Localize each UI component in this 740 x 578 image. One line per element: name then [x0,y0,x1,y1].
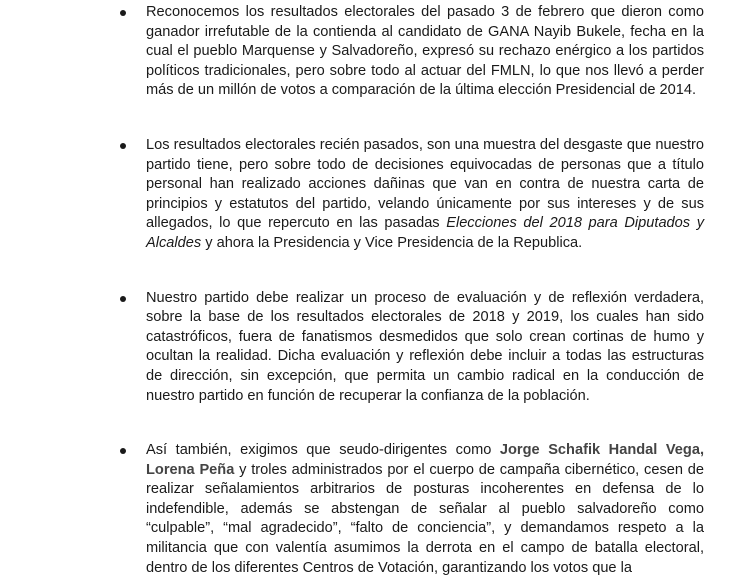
bullet-list [0,3,740,578]
bullet-paragraph-3 [0,289,740,407]
bullet-icon [120,143,126,149]
bullet-icon [120,448,126,454]
paragraph-2-text: Los resultados electorales recién pasados, son una muestra del desgaste que nuestro partido tiene, pero sobre todo de decisiones equivocadas de personas que a título personal han realizado acciones dañinas que van en contra de nuestra carta de principios y estatutos del partido, velando únicamente por sus intereses y de sus allegados, lo que repercuto en las pasadas [146,136,704,232]
bullet-icon [120,10,126,16]
paragraph-2-italic-text: Elecciones del 2018 para Diputados y Alcaldes [146,215,704,251]
paragraph-3-text: Nuestro partido debe realizar un proceso de evaluación y de reflexión verdadera, sobre la base de los resultados electorales de 2018 y 2019, los cuales han sido catastróficos, fuera de fanatismos desmedidos que solo crean cortinas de humo y ocultan la realidad. Dicha evaluación y reflexión debe incluir a todas las estructuras de dirección, sin excepción, que permita un cambio radical en la conducción de nuestro partido en función de recuperar la confianza de la población. [146,289,704,404]
bullet-icon [120,296,126,302]
paragraph-4-text-end: y troles administrados por el cuerpo de campaña cibernético, cesen de realizar señalamientos arbitrarios de posturas incoherentes en defensa de lo indefendible, además se abstengan de señalar al pueblo salvadoreño como “culpable”, “mal agradecido”, “falto de conciencia”, y demandamos respeto a la militancia que con valentía asumimos la derrota en el campo de batalla electoral, dentro de los diferentes Centros de Votación, garantizando los votos que la [146,461,704,576]
bullet-paragraph-1 [0,3,740,101]
paragraph-1-text: Reconocemos los resultados electorales del pasado 3 de febrero que dieron como ganador irrefutable de la contienda al candidato de GANA Nayib Bukele, fecha en la cual el pueblo Marquense y Salvadoreño, expresó su rechazo enérgico a los partidos políticos tradicionales, pero sobre todo al actuar del FMLN, lo que nos llevó a perder más de un millón de votos a comparación de la última elección Presidencial de 2014. [146,4,704,99]
paragraph-2-text-end: y ahora la Presidencia y Vice Presidencia de la Republica. [201,234,583,251]
bullet-paragraph-2 [0,136,740,254]
paragraph-4-text: Así también, exigimos que seudo-dirigentes como [146,442,500,459]
bullet-paragraph-4 [0,441,740,578]
paragraph-4-bold-names: Jorge Schafik Handal Vega, Lorena Peña [146,442,705,478]
